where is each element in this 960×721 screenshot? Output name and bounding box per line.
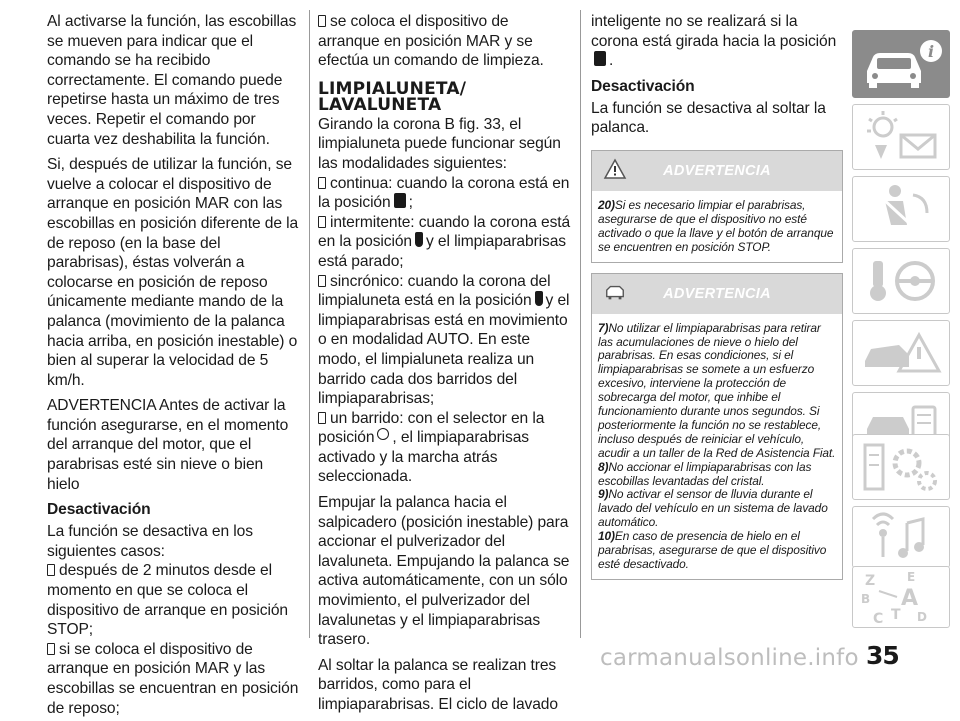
index-letter: Z: [865, 573, 876, 589]
list-item: si se coloca el dispositivo de arranque en posición MAR y las escobillas se encuentran en posición de reposo;: [47, 640, 299, 717]
svg-text:i: i: [927, 42, 935, 61]
section-heading-deactivation: Desactivación: [591, 77, 695, 95]
tab-emergency[interactable]: [852, 320, 950, 386]
multimedia-icon: [853, 507, 949, 567]
tab-safety[interactable]: [852, 176, 950, 242]
index-letters-icon: [853, 567, 949, 627]
warning-triangle-icon: [604, 159, 626, 179]
key-steering-icon: [853, 249, 949, 313]
index-letter: E: [907, 570, 916, 584]
warning-item: 8)No accionar el limpiaparabrisas con las escobillas levantadas del cristal.: [598, 459, 812, 488]
index-letter: A: [901, 586, 919, 611]
continuous-position-icon: [394, 193, 406, 208]
paragraph: La función se desactiva en los siguientes casos:: [47, 523, 253, 560]
warning-item: 10)En caso de presencia de hielo en el parabrisas, asegurarse de que el dispositivo esté desactivado.: [598, 529, 827, 571]
bullet-icon: [318, 15, 326, 27]
index-letter: C: [873, 611, 884, 627]
tab-starting-driving[interactable]: [852, 248, 950, 314]
warning-item: 20)Si es necesario limpiar el parabrisas, asegurarse de que el dispositivo no esté activado o que la llave y el botón de arranque se encuentren en posición STOP.: [598, 197, 834, 254]
seat-belt-icon: [853, 177, 949, 241]
bullet-icon: [47, 643, 55, 655]
warning-item: 9)No activar el sensor de lluvia durante el lavado del vehículo en un sistema de lavado automático.: [598, 487, 828, 530]
synchronous-position-icon: [535, 291, 543, 306]
bullet-icon: [318, 412, 326, 424]
list-item: después de 2 minutos desde el momento en que se coloca el dispositivo de arranque en posición STOP;: [47, 562, 288, 639]
warning-item: 7)No utilizar el limpiaparabrisas para retirar las acumulaciones de nieve o hielo del parabrisas. En esas condiciones, si el limpiaparabrisas se somete a un esfuerzo excesivo, interviene la protección de sobrecarga del motor, que inhibe el funcionamiento durante unos segundos. Si posteriormente la función no se restablece, incluso después de reiniciar el vehículo, acudir a un taller de la Red de Asistencia Fiat.: [598, 320, 836, 460]
tab-multimedia[interactable]: [852, 506, 950, 568]
section-heading-deactivation: Desactivación: [47, 501, 151, 519]
paragraph: La función se desactiva al soltar la palanca.: [591, 99, 826, 137]
specs-gears-icon: [853, 435, 949, 499]
page-number: 35: [866, 641, 899, 670]
continuous-position-icon: [594, 51, 606, 66]
column-divider: [580, 10, 581, 638]
warning-box-2: [591, 273, 843, 580]
lights-warning-icon: [853, 105, 949, 169]
warning-body: [592, 314, 842, 579]
bullet-icon: [47, 564, 55, 576]
tab-index[interactable]: [852, 566, 950, 628]
paragraph: Al activarse la función, las escobillas se mueven para indicar que el comando se ha recibido correctamente. El comando puede repetirse hasta un máximo de tres veces. Repetir el comando por cuarta vez deshabilita la función.: [47, 13, 297, 148]
index-letter: T: [891, 607, 901, 623]
list-item: se coloca el dispositivo de arranque en posición MAR y se efectúa un comando de limpieza.: [318, 13, 544, 70]
warning-header: ADVERTENCIA: [592, 151, 842, 191]
list-item: continua: cuando la corona está en la posición ;: [318, 174, 570, 212]
index-letter: B: [861, 592, 871, 606]
list-item: intermitente: cuando la corona está en la posición y el limpiaparabrisas está parado;: [318, 213, 571, 270]
watermark: carmanualsonline.info: [600, 645, 859, 671]
car-info-icon: [853, 31, 949, 97]
engine-warning-icon: [604, 282, 626, 302]
paragraph: Empujar la palanca hacia el salpicadero (posición inestable) para accionar el pulverizador del lavaluneta. Empujando la palanca se activa automáticamente, con un sólo movimiento, el pulverizador del lavalunetas y el limpiaparabrisas trasero.: [318, 494, 570, 649]
off-position-icon: [377, 428, 389, 440]
tab-car-info[interactable]: [852, 30, 950, 98]
bullet-icon: [318, 177, 326, 189]
bullet-icon: [318, 216, 326, 228]
paragraph: Si, después de utilizar la función, se vuelve a colocar el dispositivo de arranque en posición MAR con las escobillas en posición diferente de la de reposo (en la base del parabrisas), éstas volverán a colocarse en posición de reposo únicamente mediante mando de la palanca (movimiento de la palanca hacia arriba, en posición inestable) o bien al superar la velocidad de 5 km/h.: [47, 156, 299, 389]
list-item: sincrónico: cuando la corona del limpialuneta está en la posición y el limpiaparabrisas está en movimiento o en modalidad AUTO. En este modo, el limpialuneta realiza un barrido cada dos barridos del limpiaparabrisas;: [318, 272, 570, 408]
bullet-icon: [318, 275, 326, 287]
warning-box-1: [591, 150, 843, 263]
column-divider: [309, 10, 310, 638]
tab-lights-warnings[interactable]: [852, 104, 950, 170]
accident-icon: [853, 321, 949, 385]
text-column-middle: [318, 12, 574, 721]
text-column-right: [591, 12, 843, 590]
text-column-left: [47, 12, 299, 718]
section-heading-rear-wiper: LIMPIALUNETA/ LAVALUNETA: [318, 78, 467, 115]
paragraph: Girando la corona B fig. 33, el limpialuneta puede funcionar según las modalidades siguientes:: [318, 115, 561, 172]
paragraph: ADVERTENCIA Antes de activar la función asegurarse, en el momento del arranque del motor, que el parabrisas esté sin nieve o bien hielo: [47, 397, 289, 493]
intermittent-position-icon: [415, 232, 423, 247]
tab-technical-data[interactable]: [852, 434, 950, 500]
index-letter: D: [917, 610, 927, 624]
list-item: un barrido: con el selector en la posición , el limpiaparabrisas activado y la marcha atrás seleccionada.: [318, 409, 545, 486]
warning-body: [592, 191, 842, 262]
warning-header: ADVERTENCIA: [592, 274, 842, 314]
paragraph: inteligente no se realizará si la corona está girada hacia la posición.: [591, 13, 837, 70]
paragraph: Al soltar la palanca se realizan tres barridos, como para el limpiaparabrisas. El ciclo de lavado: [318, 656, 558, 713]
